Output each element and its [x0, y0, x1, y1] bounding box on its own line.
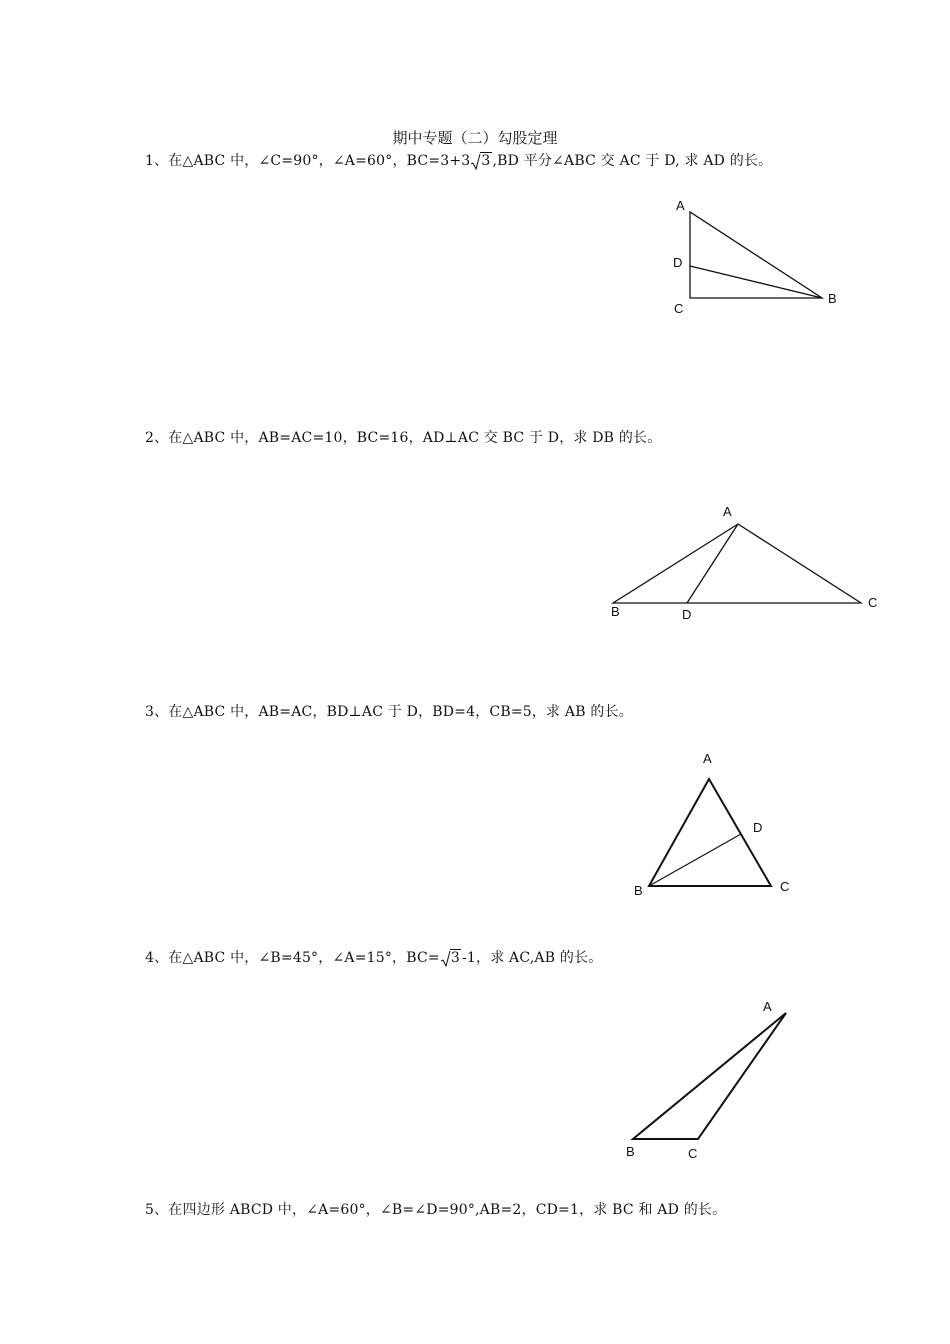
fig3-label-d: D [753, 820, 763, 835]
question-3: 3、在△ABC 中，AB=AC，BD⊥AC 于 D，BD=4，CB=5，求 AB 的长。 [145, 704, 633, 720]
question-2: 2、在△ABC 中，AB=AC=10，BC=16，AD⊥AC 交 BC 于 D，求 DB 的长。 [145, 430, 662, 446]
figure-4-obtuse-triangle [633, 1013, 786, 1139]
fig3-label-b: B [634, 883, 643, 898]
figure-2-isosceles-triangle [613, 524, 861, 603]
fig1-label-d: D [673, 255, 683, 270]
question-1-text-b: ,BD 平分∠ABC 交 AC 于 D, 求 AD 的长。 [492, 153, 773, 169]
question-5: 5、在四边形 ABCD 中，∠A=60°，∠B=∠D=90°,AB=2，CD=1，求 BC 和 AD 的长。 [145, 1202, 727, 1218]
fig4-label-b: B [626, 1144, 635, 1159]
fig4-label-a: A [763, 999, 772, 1014]
fig4-label-c: C [688, 1146, 698, 1161]
fig2-label-d: D [682, 607, 692, 622]
fig2-label-c: C [868, 595, 878, 610]
question-4-text-b: -1，求 AC,AB 的长。 [461, 950, 603, 966]
fig2-label-a: A [723, 504, 732, 519]
figure-1-right-triangle [690, 212, 822, 298]
fig1-label-b: B [828, 291, 837, 306]
fig2-label-b: B [611, 604, 620, 619]
question-4-radicand: 3 [450, 950, 460, 966]
question-1-text-a: 1、在△ABC 中，∠C=90°，∠A=60°，BC=3+3 [145, 153, 471, 169]
fig1-label-c: C [674, 301, 684, 316]
fig1-label-a: A [676, 198, 685, 213]
question-1-radicand: 3 [481, 153, 491, 169]
fig3-label-a: A [703, 751, 712, 766]
question-4-text-a: 4、在△ABC 中，∠B=45°，∠A=15°，BC= [145, 950, 440, 966]
fig3-label-c: C [780, 879, 790, 894]
page-title: 期中专题（二）勾股定理 [392, 129, 558, 147]
